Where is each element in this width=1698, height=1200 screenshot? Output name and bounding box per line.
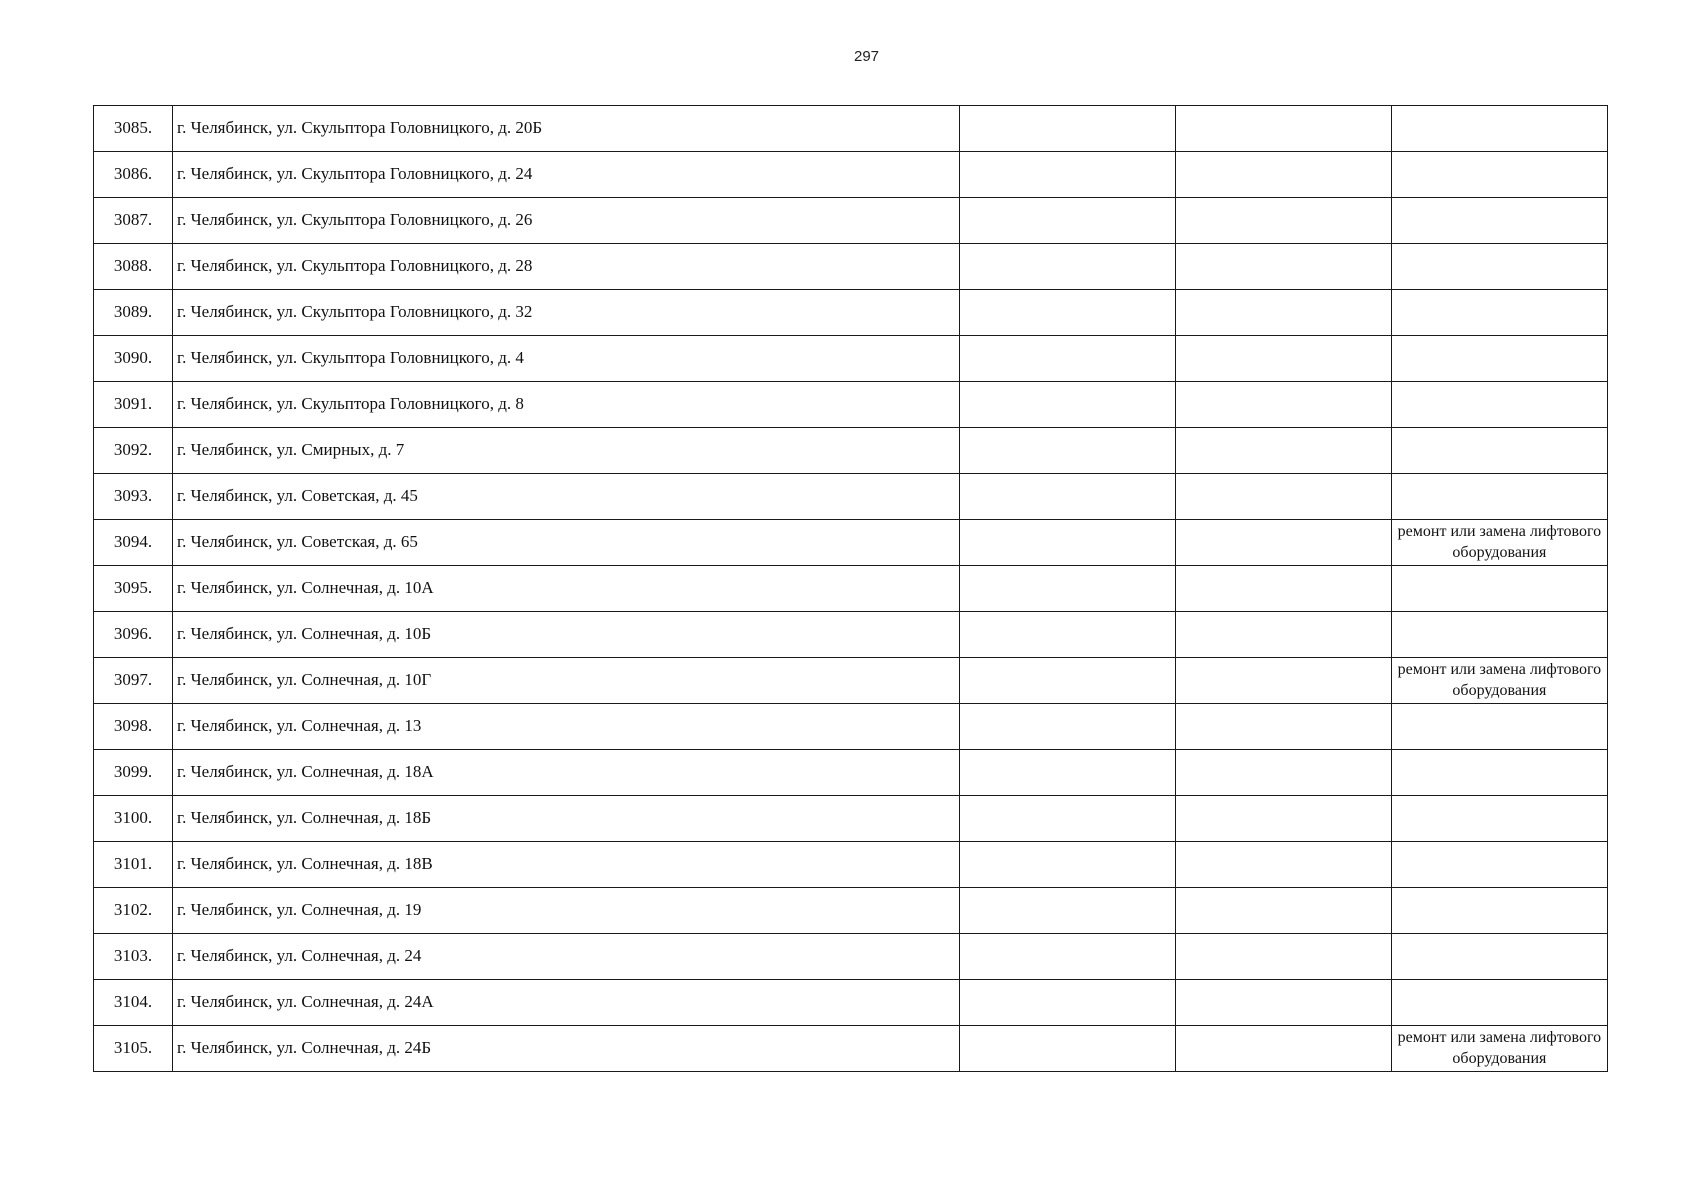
row-number-cell: 3098.	[94, 704, 173, 750]
column-3-cell	[959, 106, 1175, 152]
row-number-cell: 3087.	[94, 198, 173, 244]
table-row	[94, 704, 1608, 750]
table-row	[94, 520, 1608, 566]
table-row	[94, 934, 1608, 980]
row-number-cell: 3100.	[94, 796, 173, 842]
table-row	[94, 750, 1608, 796]
column-5-cell: ремонт или замена лифтового оборудования	[1391, 1026, 1607, 1072]
column-5-cell	[1391, 106, 1607, 152]
table-row	[94, 796, 1608, 842]
address-cell: г. Челябинск, ул. Солнечная, д. 10А	[173, 566, 960, 612]
row-number-cell: 3099.	[94, 750, 173, 796]
address-cell: г. Челябинск, ул. Солнечная, д. 24	[173, 934, 960, 980]
table-row	[94, 198, 1608, 244]
address-table	[93, 105, 1608, 1072]
column-4-cell	[1175, 704, 1391, 750]
column-5-cell: ремонт или замена лифтового оборудования	[1391, 520, 1607, 566]
column-4-cell	[1175, 796, 1391, 842]
column-5-cell	[1391, 244, 1607, 290]
table-row	[94, 336, 1608, 382]
address-cell: г. Челябинск, ул. Советская, д. 45	[173, 474, 960, 520]
column-3-cell	[959, 888, 1175, 934]
column-4-cell	[1175, 290, 1391, 336]
row-number-cell: 3096.	[94, 612, 173, 658]
address-cell: г. Челябинск, ул. Солнечная, д. 19	[173, 888, 960, 934]
row-number-cell: 3088.	[94, 244, 173, 290]
column-4-cell	[1175, 566, 1391, 612]
column-3-cell	[959, 474, 1175, 520]
column-4-cell	[1175, 980, 1391, 1026]
address-cell: г. Челябинск, ул. Скульптора Головницкого, д. 32	[173, 290, 960, 336]
table-body	[94, 106, 1608, 1072]
column-3-cell	[959, 980, 1175, 1026]
address-cell: г. Челябинск, ул. Советская, д. 65	[173, 520, 960, 566]
column-5-cell	[1391, 566, 1607, 612]
column-3-cell	[959, 934, 1175, 980]
column-5-cell	[1391, 152, 1607, 198]
column-5-cell	[1391, 336, 1607, 382]
column-5-cell	[1391, 290, 1607, 336]
column-3-cell	[959, 842, 1175, 888]
row-number-cell: 3092.	[94, 428, 173, 474]
row-number-cell: 3091.	[94, 382, 173, 428]
column-4-cell	[1175, 428, 1391, 474]
column-5-cell	[1391, 612, 1607, 658]
column-5-cell	[1391, 428, 1607, 474]
row-number-cell: 3093.	[94, 474, 173, 520]
table-row	[94, 106, 1608, 152]
column-3-cell	[959, 520, 1175, 566]
column-3-cell	[959, 428, 1175, 474]
row-number-cell: 3104.	[94, 980, 173, 1026]
address-cell: г. Челябинск, ул. Солнечная, д. 18В	[173, 842, 960, 888]
column-4-cell	[1175, 474, 1391, 520]
address-cell: г. Челябинск, ул. Солнечная, д. 13	[173, 704, 960, 750]
column-3-cell	[959, 336, 1175, 382]
column-3-cell	[959, 198, 1175, 244]
row-number-cell: 3102.	[94, 888, 173, 934]
column-3-cell	[959, 382, 1175, 428]
row-number-cell: 3090.	[94, 336, 173, 382]
column-3-cell	[959, 704, 1175, 750]
address-cell: г. Челябинск, ул. Скульптора Головницкого, д. 28	[173, 244, 960, 290]
row-number-cell: 3094.	[94, 520, 173, 566]
column-3-cell	[959, 796, 1175, 842]
row-number-cell: 3097.	[94, 658, 173, 704]
address-cell: г. Челябинск, ул. Скульптора Головницкого, д. 8	[173, 382, 960, 428]
table-row	[94, 980, 1608, 1026]
column-3-cell	[959, 750, 1175, 796]
address-cell: г. Челябинск, ул. Солнечная, д. 18Б	[173, 796, 960, 842]
column-3-cell	[959, 1026, 1175, 1072]
column-5-cell	[1391, 934, 1607, 980]
address-cell: г. Челябинск, ул. Скульптора Головницкого, д. 24	[173, 152, 960, 198]
table-row	[94, 658, 1608, 704]
column-4-cell	[1175, 382, 1391, 428]
column-5-cell	[1391, 796, 1607, 842]
table-row	[94, 566, 1608, 612]
table-row	[94, 474, 1608, 520]
address-cell: г. Челябинск, ул. Солнечная, д. 24А	[173, 980, 960, 1026]
column-3-cell	[959, 152, 1175, 198]
column-4-cell	[1175, 198, 1391, 244]
row-number-cell: 3086.	[94, 152, 173, 198]
table-row	[94, 382, 1608, 428]
row-number-cell: 3101.	[94, 842, 173, 888]
table-row	[94, 888, 1608, 934]
column-4-cell	[1175, 106, 1391, 152]
column-5-cell	[1391, 198, 1607, 244]
column-5-cell: ремонт или замена лифтового оборудования	[1391, 658, 1607, 704]
column-5-cell	[1391, 980, 1607, 1026]
row-number-cell: 3105.	[94, 1026, 173, 1072]
column-4-cell	[1175, 336, 1391, 382]
table-row	[94, 152, 1608, 198]
column-4-cell	[1175, 658, 1391, 704]
address-cell: г. Челябинск, ул. Скульптора Головницкого, д. 4	[173, 336, 960, 382]
table-row	[94, 612, 1608, 658]
column-3-cell	[959, 244, 1175, 290]
column-3-cell	[959, 566, 1175, 612]
column-3-cell	[959, 290, 1175, 336]
column-4-cell	[1175, 888, 1391, 934]
address-cell: г. Челябинск, ул. Солнечная, д. 10Б	[173, 612, 960, 658]
address-cell: г. Челябинск, ул. Солнечная, д. 24Б	[173, 1026, 960, 1072]
column-4-cell	[1175, 244, 1391, 290]
row-number-cell: 3103.	[94, 934, 173, 980]
table-row	[94, 1026, 1608, 1072]
column-5-cell	[1391, 750, 1607, 796]
address-cell: г. Челябинск, ул. Солнечная, д. 10Г	[173, 658, 960, 704]
address-cell: г. Челябинск, ул. Скульптора Головницкого, д. 20Б	[173, 106, 960, 152]
column-4-cell	[1175, 750, 1391, 796]
column-4-cell	[1175, 152, 1391, 198]
column-5-cell	[1391, 382, 1607, 428]
column-5-cell	[1391, 474, 1607, 520]
column-5-cell	[1391, 704, 1607, 750]
address-cell: г. Челябинск, ул. Скульптора Головницкого, д. 26	[173, 198, 960, 244]
column-4-cell	[1175, 520, 1391, 566]
column-5-cell	[1391, 888, 1607, 934]
row-number-cell: 3085.	[94, 106, 173, 152]
address-cell: г. Челябинск, ул. Солнечная, д. 18А	[173, 750, 960, 796]
table-row	[94, 428, 1608, 474]
column-4-cell	[1175, 1026, 1391, 1072]
row-number-cell: 3089.	[94, 290, 173, 336]
table-row	[94, 290, 1608, 336]
row-number-cell: 3095.	[94, 566, 173, 612]
column-4-cell	[1175, 842, 1391, 888]
page-number: 297	[853, 48, 880, 65]
column-4-cell	[1175, 612, 1391, 658]
table-row	[94, 842, 1608, 888]
column-3-cell	[959, 612, 1175, 658]
table-row	[94, 244, 1608, 290]
column-3-cell	[959, 658, 1175, 704]
column-5-cell	[1391, 842, 1607, 888]
address-cell: г. Челябинск, ул. Смирных, д. 7	[173, 428, 960, 474]
column-4-cell	[1175, 934, 1391, 980]
